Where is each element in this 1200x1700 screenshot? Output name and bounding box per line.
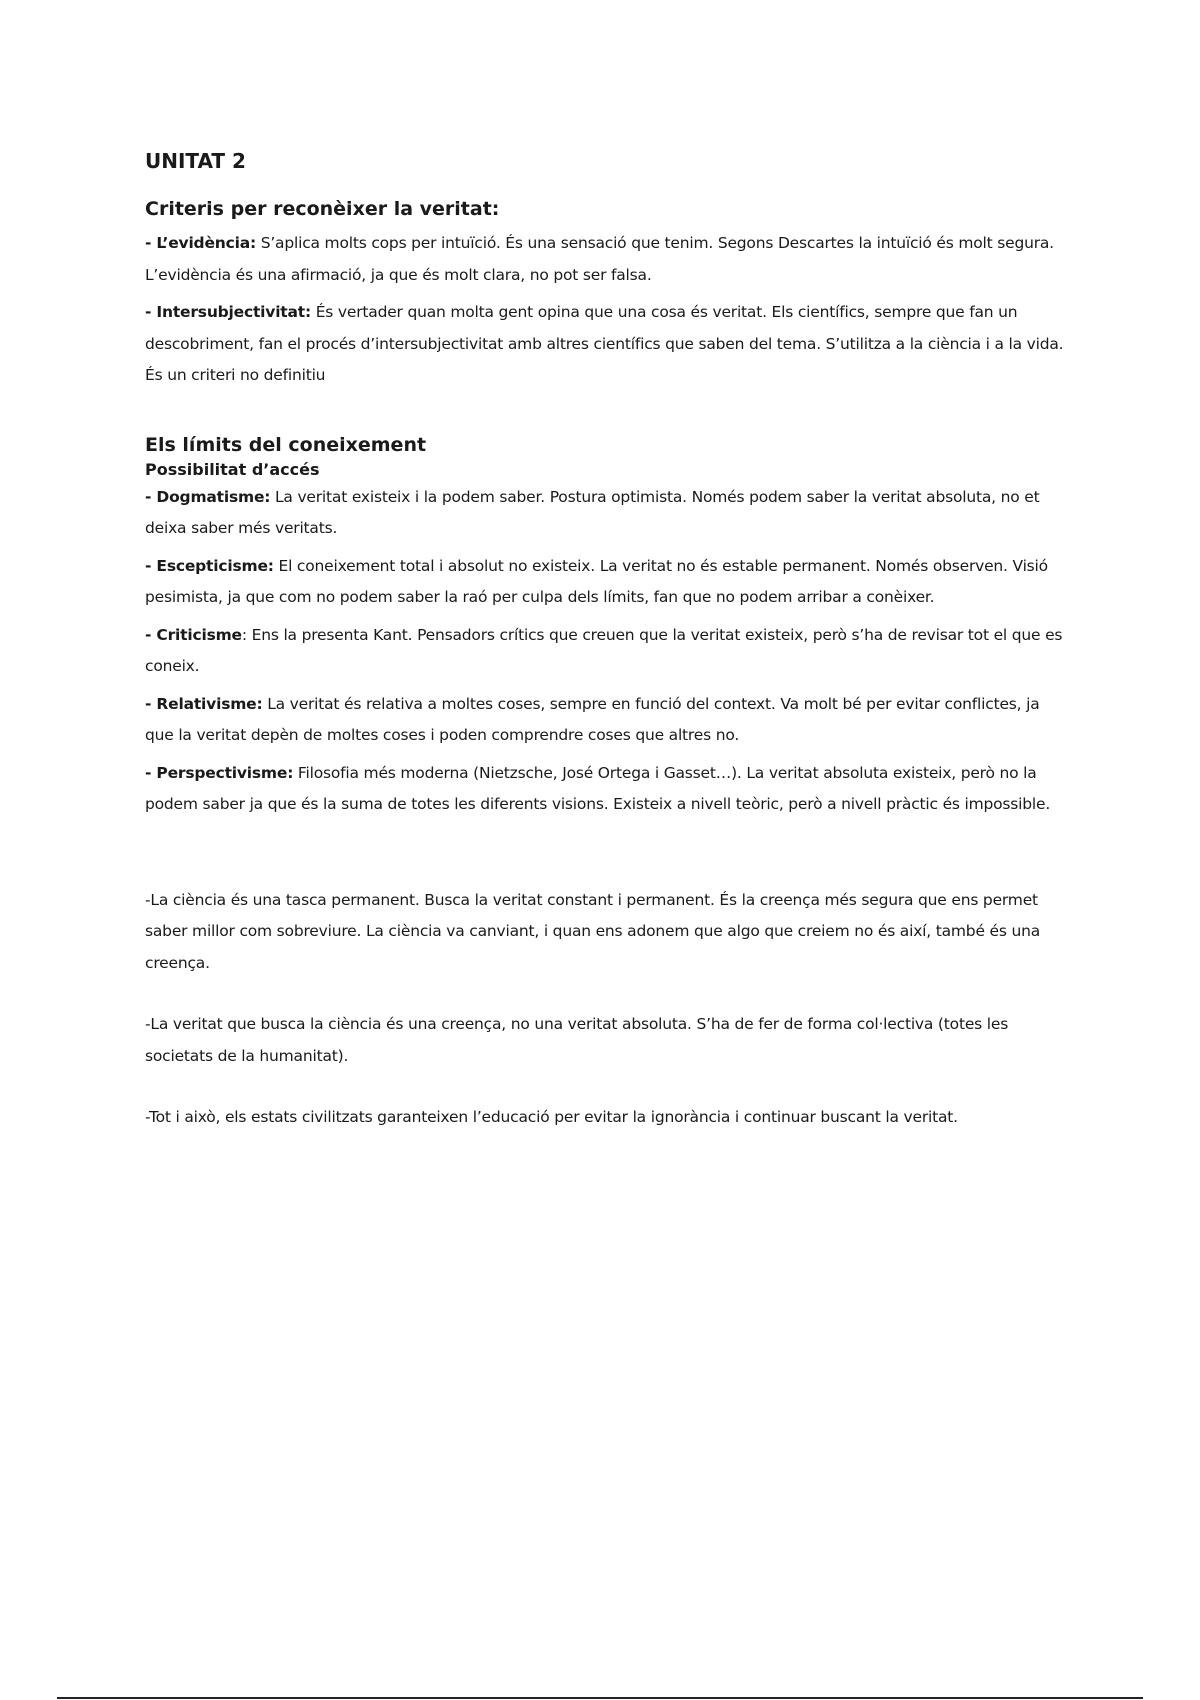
criteria-item-evidence: [145, 228, 1065, 291]
criteria-section-title: Criteris per reconèixer la veritat:: [145, 198, 500, 220]
limits-item-relativism: [145, 689, 1065, 752]
limits-item-criticism: [145, 620, 1065, 683]
limits-item-term: - Relativisme:: [145, 694, 263, 713]
limits-item-text: Filosofia més moderna (Nietzsche, José Ortega i Gasset…). La veritat absoluta existeix, però no la podem saber ja que és la suma de totes les diferents visions. Existeix a nivell teòric, però a nivell pràctic és impossible.: [145, 763, 1051, 813]
spacer: [145, 827, 1065, 885]
limits-section-title: Els límits del coneixement: [145, 433, 427, 456]
criteria-item-term: - L’evidència:: [145, 234, 256, 252]
limits-subsection-title: Possibilitat d’accés: [145, 459, 320, 479]
footer-divider: [57, 1697, 1143, 1699]
limits-item-term: - Escepticisme:: [145, 556, 274, 575]
note-paragraph: -La ciència és una tasca permanent. Busca la veritat constant i permanent. És la creença més segura que ens permet saber millor com sobreviure. La ciència va canviant, i quan ens adonem que algo que creiem no és així, també és una creença.: [145, 890, 1040, 972]
limits-item-text: : Ens la presenta Kant. Pensadors crítics que creuen que la veritat existeix, però s’ha de revisar tot el que es coneix.: [145, 625, 1063, 675]
limits-item-skepticism: [145, 551, 1065, 614]
limits-item-term: - Perspectivisme:: [145, 763, 294, 782]
note-paragraph: -Tot i això, els estats civilitzats garanteixen l’educació per evitar la ignorància i continuar buscant la veritat.: [145, 1108, 958, 1126]
criteria-item-text: És vertader quan molta gent opina que una cosa és veritat. Els científics, sempre que fan un descobriment, fan el procés d’intersubjectivitat amb altres científics que saben del tema. S’utilitza a la ciència i a la vida. És un criteri no definitiu: [145, 303, 1064, 384]
criteria-item-text: S’aplica molts cops per intuïció. És una sensació que tenim. Segons Descartes la intuïció és molt segura. L’evidència és una afirmació, ja que és molt clara, no pot ser falsa.: [145, 234, 1054, 284]
limits-item-term: - Criticisme: [145, 625, 242, 644]
limits-item-text: El coneixement total i absolut no existeix. La veritat no és estable permanent. Només observen. Visió pesimista, ja que com no podem saber la raó per culpa dels límits, fan que no podem arribar a conèixer.: [145, 556, 1048, 606]
limits-item-text: La veritat existeix i la podem saber. Postura optimista. Només podem saber la veritat absoluta, no et deixa saber més veritats.: [145, 487, 1040, 537]
limits-item-text: La veritat és relativa a moltes coses, sempre en funció del context. Va molt bé per evitar conflictes, ja que la veritat depèn de moltes coses i poden comprendre coses que altres no.: [145, 694, 1040, 744]
spacer: [145, 398, 1065, 432]
criteria-item-intersubjectivity: [145, 297, 1065, 392]
criteria-item-term: - Intersubjectivitat:: [145, 303, 311, 321]
limits-item-term: - Dogmatisme:: [145, 487, 271, 506]
limits-item-dogmatism: [145, 482, 1065, 545]
document-page: [145, 148, 1065, 1164]
limits-item-perspectivism: [145, 758, 1065, 821]
unit-title: UNITAT 2: [145, 149, 246, 173]
note-paragraph: -La veritat que busca la ciència és una creença, no una veritat absoluta. S’ha de fer de forma col·lectiva (totes les societats de la humanitat).: [145, 1015, 1009, 1065]
